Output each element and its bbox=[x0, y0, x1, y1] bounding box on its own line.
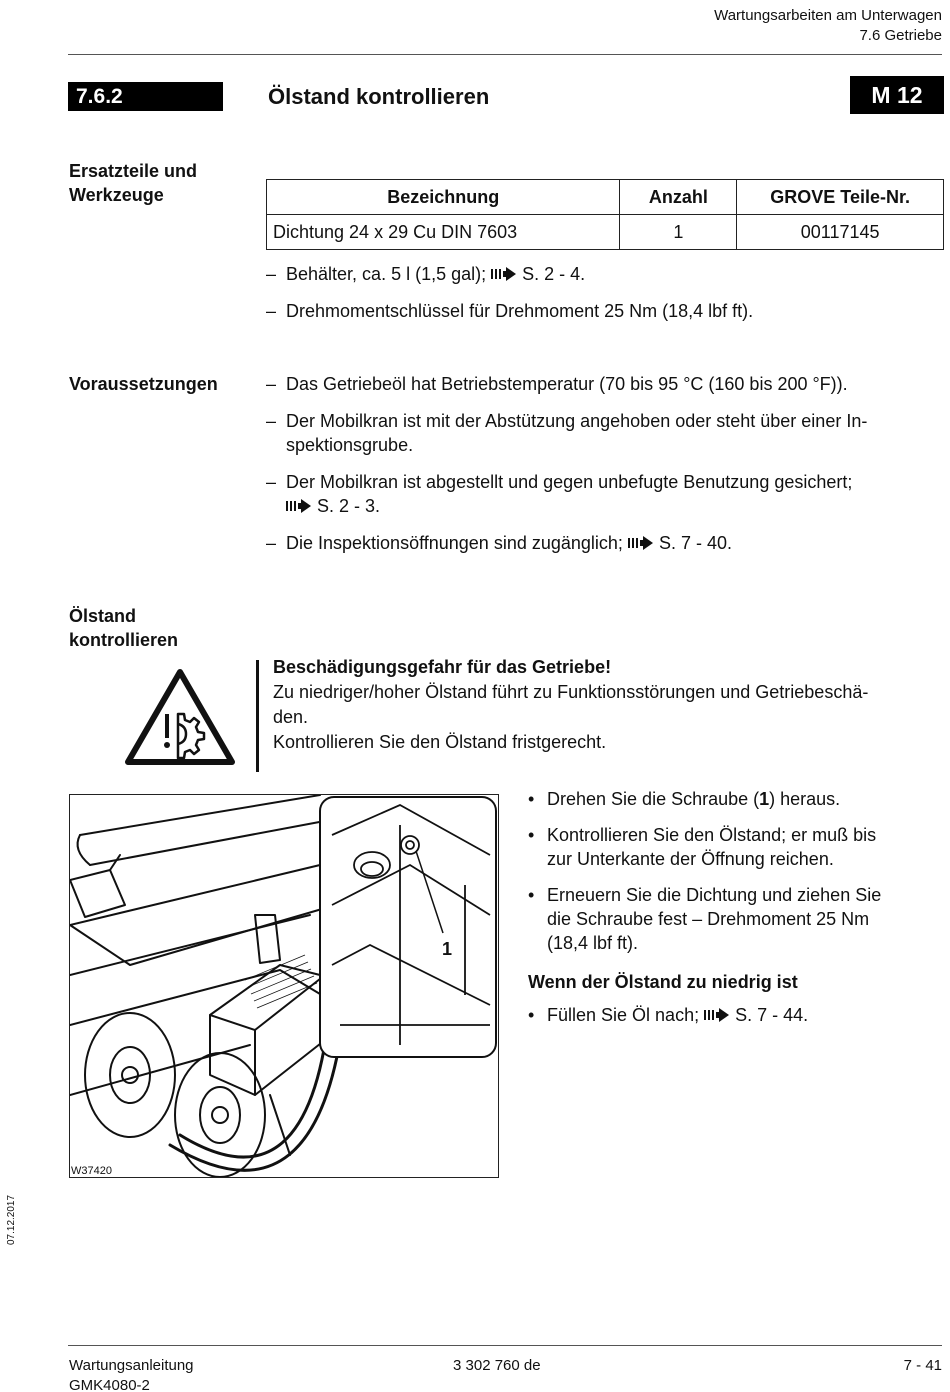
list-item bbox=[266, 262, 753, 286]
warning-bar bbox=[256, 660, 259, 772]
table-cell: 1 bbox=[620, 215, 737, 250]
footer-doc-title: Wartungsanleitung bbox=[69, 1357, 194, 1374]
page-reference-link[interactable]: S. 2 - 3. bbox=[317, 496, 381, 516]
list-item bbox=[528, 883, 928, 955]
warning-title: Beschädigungsgefahr für das Getriebe! bbox=[273, 657, 612, 677]
cross-reference-arrow-icon bbox=[491, 267, 517, 281]
list-item bbox=[266, 531, 946, 555]
check-label-line: kontrollieren bbox=[69, 630, 179, 650]
parts-label bbox=[69, 159, 197, 207]
parts-label-line: Ersatzteile und bbox=[69, 161, 198, 181]
table-cell: 00117145 bbox=[737, 215, 944, 250]
section-title: Ölstand kontrollieren bbox=[268, 84, 490, 109]
cross-reference-arrow-icon bbox=[704, 1008, 730, 1022]
list-item bbox=[266, 409, 946, 457]
low-oil-subheading: Wenn der Ölstand zu niedrig ist bbox=[528, 972, 798, 992]
prerequisites-list bbox=[266, 372, 946, 568]
figure-code: W37420 bbox=[71, 1165, 112, 1177]
step-callout-ref: 1 bbox=[759, 789, 770, 809]
header-chapter: Wartungsarbeiten am Unterwagen bbox=[714, 7, 942, 24]
table-cell: Dichtung 24 x 29 Cu DIN 7603 bbox=[267, 215, 620, 250]
footer-model: GMK4080-2 bbox=[69, 1377, 150, 1392]
page-number: 7 - 41 bbox=[903, 1357, 942, 1374]
list-item-text: spektionsgrube. bbox=[286, 435, 414, 455]
page-reference-link[interactable]: S. 7 - 44. bbox=[735, 1005, 809, 1025]
page-reference-link[interactable]: S. 7 - 40. bbox=[658, 533, 732, 553]
footer-document bbox=[69, 1356, 194, 1392]
figure-callout-label: 1 bbox=[442, 939, 453, 959]
warning-line: Zu niedriger/hoher Ölstand führt zu Funktionsstörungen und Getriebeschä- bbox=[273, 682, 869, 702]
header-divider bbox=[68, 54, 942, 55]
warning-line: den. bbox=[273, 707, 309, 727]
step-text: zur Unterkante der Öffnung reichen. bbox=[547, 849, 834, 869]
list-item-text: Das Getriebeöl hat Betriebstemperatur (70 bis 95 °C (160 bis 200 °F)). bbox=[286, 374, 848, 394]
step-text: Füllen Sie Öl nach; bbox=[547, 1005, 700, 1025]
cross-reference-arrow-icon bbox=[286, 499, 312, 513]
footer-doc-number: 3 302 760 de bbox=[453, 1357, 541, 1374]
list-item bbox=[528, 823, 928, 871]
prerequisites-label: Voraussetzungen bbox=[69, 374, 218, 394]
warning-message bbox=[273, 655, 945, 755]
table-header-row bbox=[267, 180, 944, 215]
page-reference-link[interactable]: S. 2 - 4. bbox=[522, 264, 586, 284]
low-oil-steps bbox=[528, 1003, 928, 1039]
list-item bbox=[266, 470, 946, 518]
tools-list bbox=[266, 262, 753, 336]
revision-date: 07.12.2017 bbox=[6, 1194, 17, 1245]
step-text: Drehen Sie die Schraube ( bbox=[547, 789, 760, 809]
header-subchapter: 7.6 Getriebe bbox=[859, 27, 942, 44]
check-label bbox=[69, 604, 178, 652]
table-row bbox=[267, 215, 944, 250]
procedure-steps bbox=[528, 787, 928, 967]
maintenance-interval-badge: M 12 bbox=[850, 76, 944, 114]
cross-reference-arrow-icon bbox=[628, 536, 654, 550]
technical-drawing bbox=[70, 795, 499, 1178]
list-item bbox=[528, 1003, 928, 1027]
step-text: • Erneuern Sie die Dichtung und ziehen Sie bbox=[547, 885, 882, 905]
column-header: GROVE Teile-Nr. bbox=[737, 180, 944, 215]
step-text: • Kontrollieren Sie den Ölstand; er muß bis bbox=[547, 825, 877, 845]
gearbox-oil-level-illustration bbox=[69, 794, 499, 1178]
list-item-text: Behälter, ca. 5 l (1,5 gal); bbox=[286, 264, 487, 284]
list-item-text: Die Inspektionsöffnungen sind zugänglich; bbox=[286, 533, 623, 553]
running-header bbox=[714, 6, 942, 46]
step-text: ) heraus. bbox=[769, 789, 841, 809]
list-item bbox=[266, 299, 753, 323]
list-item bbox=[266, 372, 946, 396]
footer-divider bbox=[68, 1345, 942, 1346]
section-number: 7.6.2 bbox=[68, 82, 223, 111]
check-label-line: Ölstand bbox=[69, 606, 137, 626]
column-header: Anzahl bbox=[620, 180, 737, 215]
parts-label-line: Werkzeuge bbox=[69, 185, 164, 205]
list-item-text: Drehmomentschlüssel für Drehmoment 25 Nm (18,4 lbf ft). bbox=[286, 301, 754, 321]
column-header: Bezeichnung bbox=[267, 180, 620, 215]
step-text: die Schraube fest – Drehmoment 25 Nm bbox=[547, 909, 870, 929]
gear-damage-warning-icon bbox=[122, 666, 238, 768]
list-item bbox=[528, 787, 928, 811]
step-text: (18,4 lbf ft). bbox=[547, 933, 639, 953]
list-item-text: – Der Mobilkran ist abgestellt und gegen unbefugte Benutzung gesichert; bbox=[286, 472, 853, 492]
list-item-text: – Der Mobilkran ist mit der Abstützung angehoben oder steht über einer In- bbox=[286, 411, 868, 431]
warning-line: Kontrollieren Sie den Ölstand fristgerecht. bbox=[273, 732, 607, 752]
parts-table bbox=[266, 179, 944, 250]
